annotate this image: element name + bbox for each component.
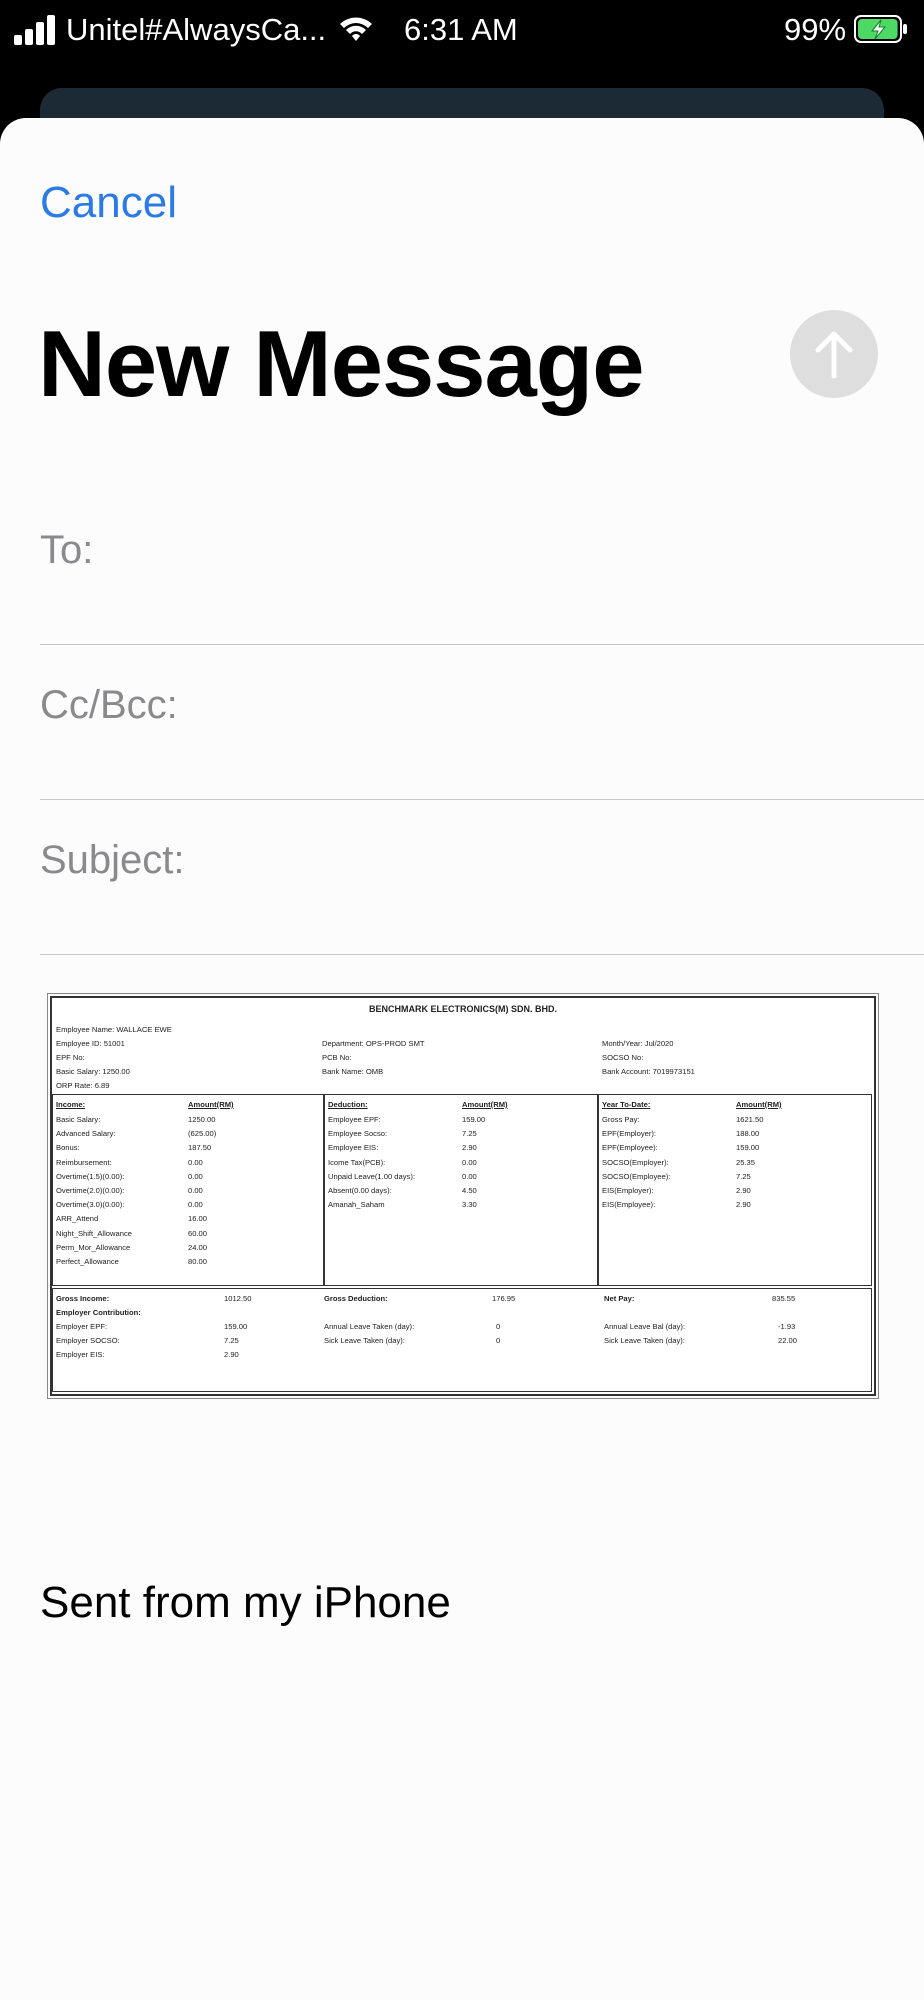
cc-bcc-label: Cc/Bcc: [40,683,178,727]
income-row-label: Perfect_Allowance [56,1257,119,1266]
employer-epf-value: 159.00 [224,1322,248,1331]
payslip-company: BENCHMARK ELECTRONICS(M) SDN. BHD. [369,1004,557,1014]
income-row-label: Advanced Salary: [56,1129,116,1139]
income-row-value: 60.00 [188,1228,208,1238]
deduction-row-value: 3.30 [462,1200,477,1210]
income-row-value: 0.00 [188,1171,203,1181]
ytd-row-value: 159.00 [736,1143,760,1153]
payslip-summary-box [52,1288,872,1392]
income-row-label: Overtime(3.0)(0.00): [56,1200,125,1210]
deduction-row-label: Amanah_Saham [328,1200,385,1210]
cellular-signal-icon [14,15,58,45]
subject-input[interactable] [210,830,910,890]
payslip-pcb-no: PCB No: [322,1053,352,1062]
deduction-row-value: 4.50 [462,1186,477,1195]
sick-leave-taken-value: 0 [496,1336,501,1345]
ytd-row-label: SOCSO(Employer): [602,1157,669,1167]
payslip-bank-account: Bank Account: 7019973151 [602,1067,695,1076]
payslip-epf-no: EPF No: [56,1053,85,1062]
wifi-icon [338,14,374,44]
ytd-row-label: EPF(Employer): [602,1129,657,1139]
ytd-row-label: EIS(Employer): [602,1186,654,1195]
ytd-row-value: 1621.50 [736,1115,764,1124]
net-pay-value: 835.55 [772,1294,796,1303]
ytd-row-label: Gross Pay: [602,1115,640,1124]
employer-eis-label: Employer EIS: [56,1350,105,1359]
ytd-row-value: 188.00 [736,1129,760,1139]
payslip-month-year: Month/Year: Jul/2020 [602,1039,674,1048]
payslip-employee-id: Employee ID: 51001 [56,1039,125,1048]
deduction-row-label: Employee Socso: [328,1129,388,1139]
ytd-row-value: 7.25 [736,1171,751,1181]
to-input[interactable] [210,520,910,580]
carrier-name: Unitel#AlwaysCa... [66,12,327,47]
income-row-value: 24.00 [188,1242,208,1252]
deduction-amount-heading: Amount(RM) [462,1100,508,1109]
deduction-row-value: 2.90 [462,1143,477,1153]
deduction-row-value: 0.00 [462,1157,477,1167]
ytd-row-value: 25.35 [736,1157,756,1167]
deduction-row-value: 159.00 [462,1115,486,1124]
income-row-label: Perm_Mor_Allowance [56,1242,131,1252]
email-signature: Sent from my iPhone [40,1578,451,1627]
arrow-up-icon [810,328,858,380]
employer-contribution-label: Employer Contribution: [56,1308,141,1317]
sick-leave-taken-label: Sick Leave Taken (day): [324,1336,405,1345]
deduction-row-label: Employee EIS: [328,1143,379,1153]
ytd-row-label: SOCSO(Employee): [602,1171,671,1181]
clock: 6:31 AM [404,12,518,47]
ytd-row-value: 2.90 [736,1186,751,1195]
income-row-value: (625.00) [188,1129,217,1139]
employer-eis-value: 2.90 [224,1350,239,1359]
deduction-row-label: Icome Tax(PCB): [328,1157,386,1167]
deduction-row-label: Absent(0.00 days): [328,1186,392,1195]
deduction-row-label: Unpaid Leave(1.00 days): [328,1171,415,1181]
annual-leave-taken-value: 0 [496,1322,501,1331]
deduction-row-value: 0.00 [462,1171,477,1181]
payslip-employee-name: Employee Name: WALLACE EWE [56,1025,172,1034]
send-button[interactable] [790,310,878,398]
subject-label: Subject: [40,838,185,882]
annual-leave-taken-label: Annual Leave Taken (day): [324,1322,415,1331]
income-row-value: 80.00 [188,1257,208,1266]
to-field[interactable] [40,490,924,645]
deduction-row-label: Employee EPF: [328,1115,381,1124]
payslip-basic-salary: Basic Salary: 1250.00 [56,1067,130,1076]
payslip-bank-name: Bank Name: OMB [322,1067,384,1076]
ytd-row-value: 2.90 [736,1200,751,1210]
income-row-label: Night_Shift_Allowance [56,1228,132,1238]
income-row-label: Basic Salary: [56,1115,101,1124]
annual-leave-bal-label: Annual Leave Bal (day): [604,1322,686,1331]
income-row-label: Bonus: [56,1143,80,1153]
employer-socso-label: Employer SOCSO: [56,1336,120,1345]
income-row-value: 187.50 [188,1143,212,1153]
income-row-value: 0.00 [188,1157,203,1167]
to-label: To: [40,528,94,572]
ytd-row-label: EIS(Employee): [602,1200,656,1210]
cc-bcc-input[interactable] [210,675,910,735]
gross-deduction-label: Gross Deduction: [324,1294,388,1303]
battery-percentage: 99% [784,12,847,47]
sick-leave-taken2-label: Sick Leave Taken (day): [604,1336,685,1345]
net-pay-label: Net Pay: [604,1294,635,1303]
ytd-heading: Year To-Date: [602,1100,651,1109]
ytd-amount-heading: Amount(RM) [736,1100,782,1109]
income-row-label: Overtime(2.0)(0.00): [56,1186,125,1195]
income-row-value: 0.00 [188,1200,203,1210]
cc-bcc-field[interactable] [40,645,924,800]
battery-charging-icon [854,14,908,44]
gross-income-label: Gross Income: [56,1294,110,1303]
payslip-socso-no: SOCSO No: [602,1053,644,1062]
sick-leave-taken2-value: 22.00 [778,1336,798,1345]
payslip-attachment[interactable] [50,996,876,1396]
page-title: New Message [38,311,644,416]
annual-leave-bal-value: -1.93 [778,1322,796,1331]
deduction-row-value: 7.25 [462,1129,477,1139]
income-heading: Income: [56,1100,86,1109]
income-row-label: Overtime(1.5)(0.00): [56,1171,125,1181]
income-row-value: 1250.00 [188,1115,216,1124]
income-amount-heading: Amount(RM) [188,1100,234,1109]
gross-deduction-value: 176.95 [492,1294,516,1303]
employer-epf-label: Employer EPF: [56,1322,108,1331]
gross-income-value: 1012.50 [224,1294,252,1303]
payslip-orp-rate: ORP Rate: 6.89 [56,1081,110,1090]
income-row-value: 16.00 [188,1214,208,1224]
status-bar [0,0,924,60]
income-row-label: ARR_Attend [56,1214,99,1224]
subject-field[interactable] [40,800,924,955]
payslip-department: Department: OPS-PROD SMT [322,1039,425,1048]
employer-socso-value: 7.25 [224,1336,239,1345]
cancel-button[interactable]: Cancel [40,178,177,227]
income-row-value: 0.00 [188,1186,203,1195]
deduction-heading: Deduction: [328,1100,368,1109]
income-row-label: Reimbursement: [56,1157,112,1167]
ytd-row-label: EPF(Employee): [602,1143,658,1153]
